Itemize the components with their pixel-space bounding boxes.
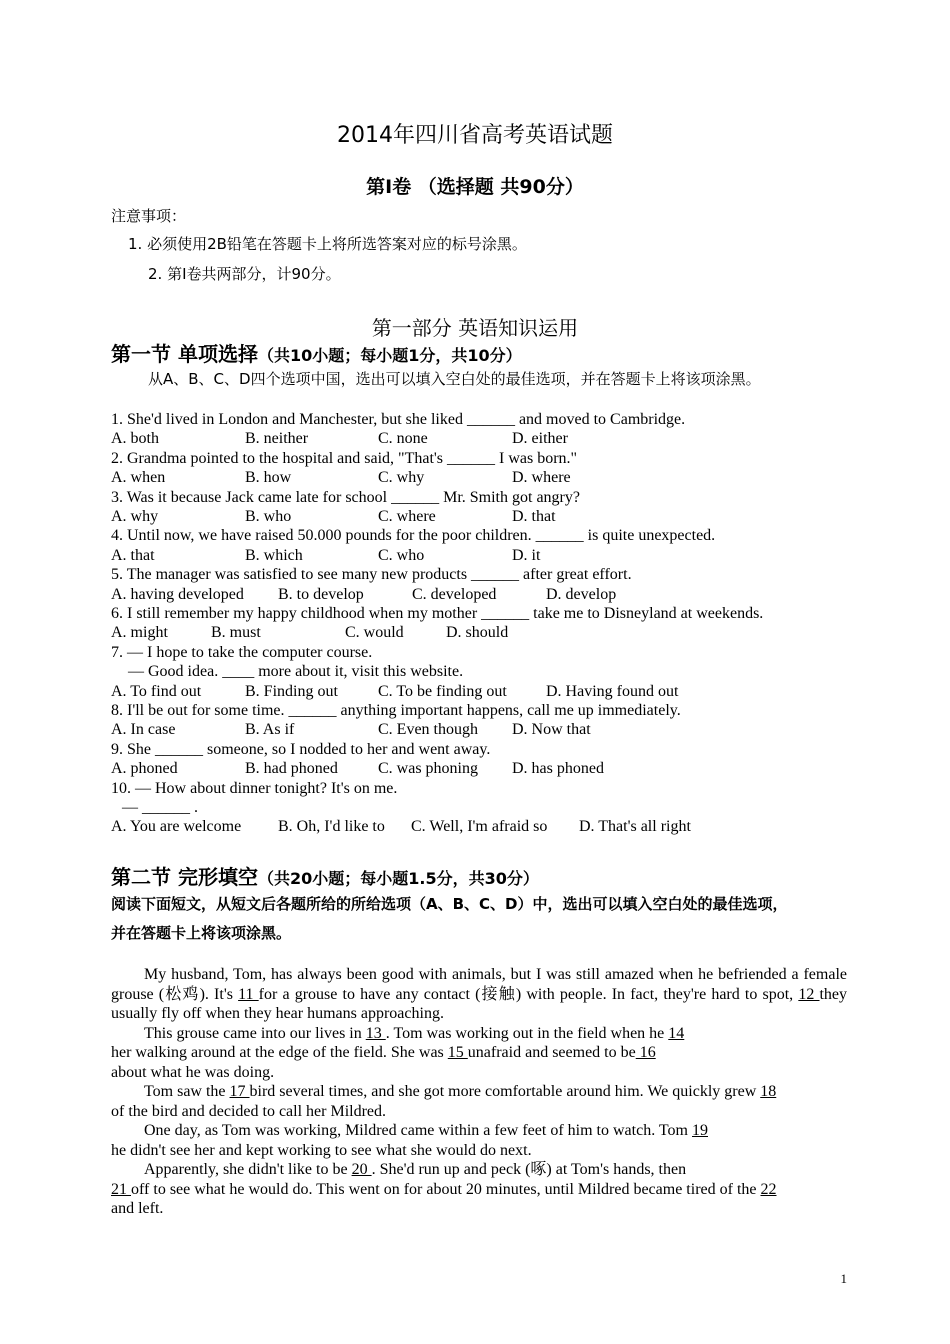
question-option[interactable]: D. should <box>446 624 509 642</box>
question-option[interactable]: C. why <box>378 469 425 487</box>
blank-12[interactable]: 12 <box>798 985 820 1003</box>
passage-paragraph: Tom saw the 17 bird several times, and she got more comfortable around him. We quickly grew 18 <box>144 1083 777 1100</box>
question-option[interactable]: D. it <box>512 546 541 564</box>
question-option[interactable]: D. That's all right <box>579 818 691 836</box>
blank-11[interactable]: 11 <box>238 985 259 1003</box>
section-two-sub: （共20小题；每小题1.5分，共30分） <box>257 869 539 888</box>
question-option[interactable]: C. who <box>378 546 425 564</box>
passage-line: he didn't see her and kept working to see what she would do next. <box>111 1141 532 1159</box>
question-stem-continued: — Good idea. ____ more about it, visit this website. <box>128 663 464 681</box>
question-option[interactable]: B. Oh, I'd like to <box>278 818 385 836</box>
section-one-sub: （共10小题；每小题1分，共10分） <box>257 346 522 365</box>
blank-13[interactable]: 13 <box>365 1024 386 1042</box>
question-stem: 8. I'll be out for some time. ______ anything important happens, call me up immediately. <box>111 702 681 719</box>
blank-18[interactable]: 18 <box>760 1083 777 1100</box>
passage-paragraph: This grouse came into our lives in 13 . Tom was working out in the field when he 14 <box>144 1024 685 1042</box>
question-option[interactable]: D. Now that <box>512 721 591 739</box>
question-option[interactable]: B. must <box>211 624 261 642</box>
passage-line: about what he was doing. <box>111 1063 275 1081</box>
notes-item-2: 2. 第I卷共两部分，计90分。 <box>148 265 341 283</box>
question-option[interactable]: B. how <box>245 469 292 487</box>
question-option[interactable]: C. would <box>345 624 404 642</box>
question-stem: 5. The manager was satisfied to see many new products ______ after great effort. <box>111 566 632 584</box>
section-two-instruction-1: 阅读下面短文，从短文后各题所给的所给选项（A、B、C、D）中，选出可以填入空白处的最佳选项， <box>111 895 788 913</box>
question-stem: 10. — How about dinner tonight? It's on me. <box>111 779 398 797</box>
question-option[interactable]: D. develop <box>546 585 617 603</box>
question-stem: 9. She ______ someone, so I nodded to her and went away. <box>111 740 491 758</box>
section-two-heading <box>111 861 539 890</box>
section-two-instruction-2: 并在答题卡上将该项涂黑。 <box>111 924 292 942</box>
question-option[interactable]: B. to develop <box>278 585 364 603</box>
question-option[interactable]: A. In case <box>111 721 176 739</box>
question-option[interactable]: B. which <box>245 546 303 564</box>
question-option[interactable]: C. none <box>378 430 428 448</box>
passage-line: her walking around at the edge of the field. She was 15 unafraid and seemed to be 16 <box>111 1044 656 1061</box>
question-option[interactable]: D. has phoned <box>512 760 604 778</box>
page-title: 2014年四川省高考英语试题 <box>337 123 613 148</box>
question-stem: 6. I still remember my happy childhood when my mother ______ take me to Disneyland at weekends. <box>111 605 764 622</box>
question-option[interactable]: C. where <box>378 508 436 525</box>
section-one-title: 第一节 单项选择 <box>111 342 258 366</box>
question-stem: 7. — I hope to take the computer course. <box>111 643 373 661</box>
question-option[interactable]: B. neither <box>245 430 309 448</box>
question-option[interactable]: D. either <box>512 430 568 448</box>
passage-line: of the bird and decided to call her Mildred. <box>111 1102 387 1120</box>
blank-16[interactable]: 16 <box>635 1044 656 1061</box>
passage-paragraph: Apparently, she didn't like to be 20 . She'd run up and peck (啄) at Tom's hands, then <box>144 1161 687 1178</box>
section-one-heading <box>111 338 522 367</box>
question-option[interactable]: D. Having found out <box>546 682 679 700</box>
blank-19[interactable]: 19 <box>692 1122 708 1139</box>
volume-heading: 第Ⅰ卷 （选择题 共90分） <box>366 176 584 198</box>
passage-paragraph: My husband, Tom, has always been good with animals, but I was still amazed when he befriended a female grouse (松鸡). It's 11 for a grouse to have any contact (接触) with people. In fact, they're hard to spot, 12 they usually fly off when they hear humans approaching. <box>111 966 848 1022</box>
part-one-heading: 第一部分 英语知识运用 <box>371 316 579 340</box>
question-stem: 4. Until now, we have raised 50.000 pounds for the poor children. ______ is quite unexpected. <box>111 527 716 545</box>
question-option[interactable]: C. was phoning <box>378 760 478 778</box>
blank-22[interactable]: 22 <box>760 1180 777 1198</box>
blank-14[interactable]: 14 <box>668 1024 685 1042</box>
blank-17[interactable]: 17 <box>229 1083 250 1100</box>
question-stem: 1. She'd lived in London and Manchester, but she liked ______ and moved to Cambridge. <box>111 411 686 428</box>
question-option[interactable]: A. You are welcome <box>111 818 242 836</box>
question-option[interactable]: B. had phoned <box>245 760 338 778</box>
question-option[interactable]: A. having developed <box>111 585 244 603</box>
question-option[interactable]: C. developed <box>412 585 497 603</box>
question-option[interactable]: C. Even though <box>378 721 478 739</box>
question-option[interactable]: D. that <box>512 508 556 525</box>
question-option[interactable]: A. that <box>111 546 155 564</box>
question-stem: 2. Grandma pointed to the hospital and said, "That's ______ I was born." <box>111 449 578 467</box>
question-option[interactable]: B. As if <box>245 721 295 739</box>
section-two-title: 第二节 完形填空 <box>111 865 258 889</box>
passage-paragraph: One day, as Tom was working, Mildred came within a few feet of him to watch. Tom 19 <box>144 1122 708 1139</box>
question-option[interactable]: C. To be finding out <box>378 682 507 700</box>
question-option[interactable]: A. phoned <box>111 760 178 778</box>
section-one-instruction: 从A、B、C、D四个选项中国，选出可以填入空白处的最佳选项，并在答题卡上将该项涂黑。 <box>148 370 761 388</box>
passage-line: 21 off to see what he would do. This went on for about 20 minutes, until Mildred became tired of the 22 <box>111 1180 777 1198</box>
page-number: 1 <box>840 1271 847 1286</box>
question-option[interactable]: A. both <box>111 430 159 448</box>
question-option[interactable]: B. who <box>245 508 292 525</box>
question-option[interactable]: D. where <box>512 469 571 487</box>
blank-20[interactable]: 20 <box>351 1161 372 1178</box>
notes-heading: 注意事项： <box>111 207 187 225</box>
question-option[interactable]: C. Well, I'm afraid so <box>411 818 548 836</box>
question-option[interactable]: A. why <box>111 508 159 525</box>
question-option[interactable]: B. Finding out <box>245 682 338 700</box>
passage-line: and left. <box>111 1200 164 1217</box>
question-option[interactable]: A. To find out <box>111 682 202 700</box>
blank-15[interactable]: 15 <box>447 1044 468 1061</box>
question-option[interactable]: A. might <box>111 624 168 642</box>
blank-21[interactable]: 21 <box>111 1180 131 1198</box>
question-stem-continued: — ______ . <box>122 799 198 816</box>
notes-item-1: 1. 必须使用2B铅笔在答题卡上将所选答案对应的标号涂黑。 <box>128 235 527 253</box>
question-stem: 3. Was it because Jack came late for school ______ Mr. Smith got angry? <box>111 488 580 506</box>
cloze-passage <box>111 965 847 1219</box>
question-option[interactable]: A. when <box>111 469 166 487</box>
